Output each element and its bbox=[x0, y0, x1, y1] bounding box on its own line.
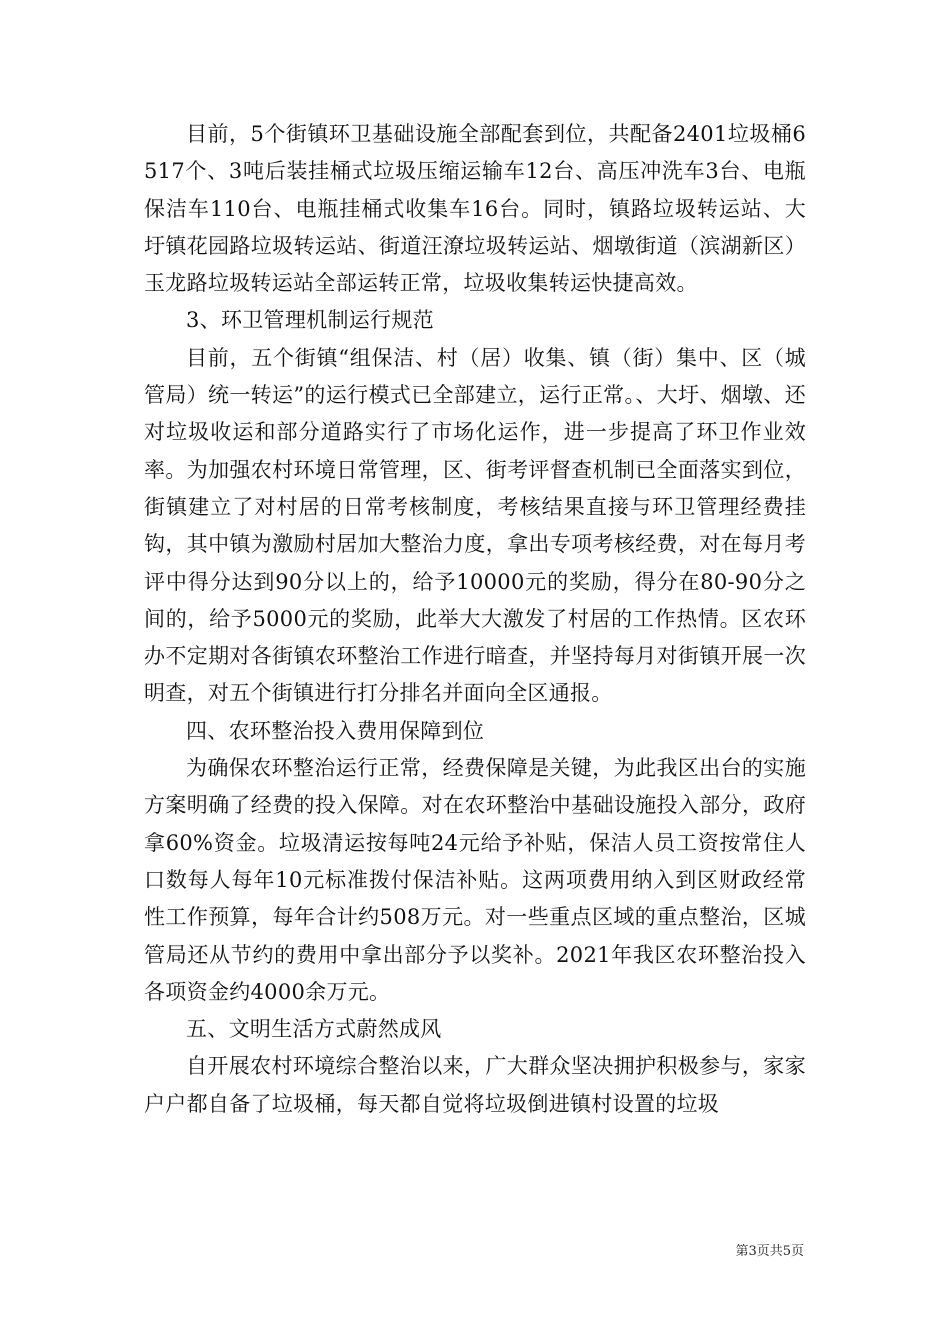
page-number-footer: 第3页共5页 bbox=[735, 1244, 804, 1259]
paragraph-facilities: 目前，5个街镇环卫基础设施全部配套到位，共配备2401垃圾桶6517个、3吨后装挂桶式垃圾压缩运输车12台、高压冲洗车3台、电瓶保洁车110台、电瓶挂桶式收集车16台。同时，镇路垃圾转运站、大圩镇花园路垃圾转运站、街道汪潦垃圾转运站、烟墩街道（滨湖新区）玉龙路垃圾转运站全部运转正常，垃圾收集转运快捷高效。 bbox=[144, 122, 806, 296]
paragraph-management: 目前，五个街镇“组保洁、村（居）收集、镇（街）集中、区（城管局）统一转运”的运行模式已全部建立，运行正常。、大圩、烟墩、还对垃圾收运和部分道路实行了市场化运作，进一步提高了环卫作业效率。为加强农村环境日常管理，区、街考评督查机制已全面落实到位，街镇建立了对村居的日常考核制度，考核结果直接与环卫管理经费挂钩，其中镇为激励村居加大整治力度，拿出专项考核经费，对在每月考评中得分达到90分以上的，给予10000元的奖励，得分在80-90分之间的，给予5000元的奖励，此举大大激发了村居的工作热情。区农环办不定期对各街镇农环整治工作进行暗查，并坚持每月对街镇开展一次明查，对五个街镇进行打分排名并面向全区通报。 bbox=[144, 345, 806, 706]
document-body bbox=[144, 116, 806, 1123]
paragraph-lifestyle: 自开展农村环境综合整治以来，广大群众坚决拥护积极参与，家家户户都自备了垃圾桶，每天都自觉将垃圾倒进镇村设置的垃圾 bbox=[144, 1054, 806, 1116]
section-heading-4: 四、农环整治投入费用保障到位 bbox=[186, 718, 485, 743]
paragraph-funding: 为确保农环整治运行正常，经费保障是关键，为此我区出台的实施方案明确了经费的投入保障。对在农环整治中基础设施投入部分，政府拿60%资金。垃圾清运按每吨24元给予补贴，保洁人员工资按常住人口数每人每年10元标准拨付保洁补贴。这两项费用纳入到区财政经常性工作预算，每年合计约508万元。对一些重点区域的重点整治，区城管局还从节约的费用中拿出部分予以奖补。2021年我区农环整治投入各项资金约4000余万元。 bbox=[144, 756, 806, 1004]
section-heading-3: 3、环卫管理机制运行规范 bbox=[186, 308, 434, 333]
section-heading-5: 五、文明生活方式蔚然成风 bbox=[186, 1017, 442, 1042]
